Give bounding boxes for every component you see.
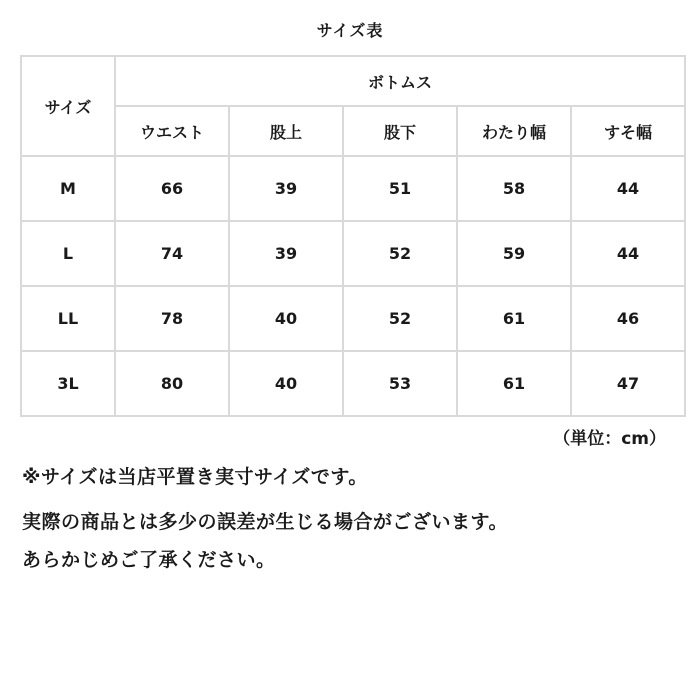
- table-row: [21, 156, 685, 221]
- column-header-hem-width: すそ幅: [571, 106, 685, 156]
- size-cell: LL: [21, 286, 115, 351]
- value-cell: 53: [343, 351, 457, 416]
- value-cell: 46: [571, 286, 685, 351]
- value-cell: 40: [229, 351, 343, 416]
- size-table: [20, 55, 686, 417]
- unit-label: （単位：cm）: [553, 429, 666, 449]
- size-cell: L: [21, 221, 115, 286]
- value-cell: 44: [571, 221, 685, 286]
- value-cell: 61: [457, 351, 571, 416]
- table-row: [21, 221, 685, 286]
- value-cell: 52: [343, 221, 457, 286]
- page-title: サイズ表: [316, 21, 384, 40]
- value-cell: 52: [343, 286, 457, 351]
- value-cell: 44: [571, 156, 685, 221]
- table-row: [21, 286, 685, 351]
- header-row-group: [21, 56, 685, 106]
- size-cell: 3L: [21, 351, 115, 416]
- note-line: 実際の商品とは多少の誤差が生じる場合がございます。: [22, 511, 508, 533]
- table-row: [21, 351, 685, 416]
- note-line: ※サイズは当店平置き実寸サイズです。: [22, 466, 368, 488]
- column-header-waist: ウエスト: [115, 106, 229, 156]
- column-header-inseam: 股下: [343, 106, 457, 156]
- header-row-columns: [21, 106, 685, 156]
- value-cell: 40: [229, 286, 343, 351]
- size-cell: M: [21, 156, 115, 221]
- bottoms-group-header: ボトムス: [115, 56, 685, 106]
- value-cell: 78: [115, 286, 229, 351]
- size-column-header: サイズ: [21, 56, 115, 156]
- value-cell: 58: [457, 156, 571, 221]
- value-cell: 80: [115, 351, 229, 416]
- value-cell: 61: [457, 286, 571, 351]
- value-cell: 39: [229, 221, 343, 286]
- value-cell: 59: [457, 221, 571, 286]
- value-cell: 74: [115, 221, 229, 286]
- value-cell: 51: [343, 156, 457, 221]
- value-cell: 66: [115, 156, 229, 221]
- note-line: あらかじめご了承ください。: [22, 549, 276, 571]
- column-header-rise: 股上: [229, 106, 343, 156]
- value-cell: 39: [229, 156, 343, 221]
- value-cell: 47: [571, 351, 685, 416]
- column-header-thigh-width: わたり幅: [457, 106, 571, 156]
